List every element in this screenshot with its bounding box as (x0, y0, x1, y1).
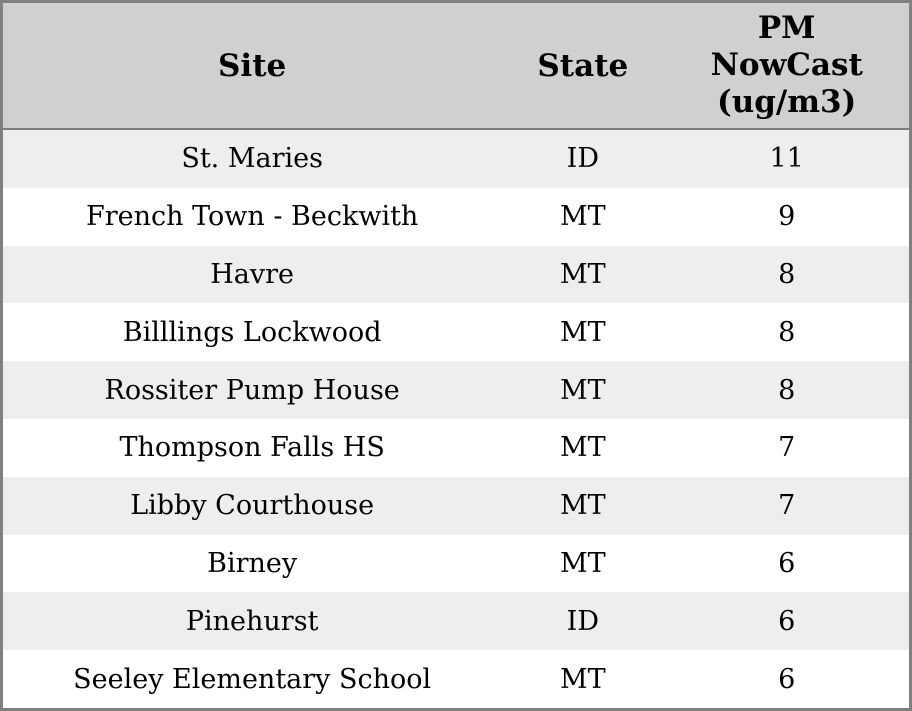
state-cell: MT (560, 432, 606, 464)
site-cell: Havre (210, 258, 295, 290)
site-cell: Seeley Elementary School (73, 663, 432, 695)
pm-nowcast-cell: 9 (778, 201, 796, 233)
table-row (3, 303, 909, 361)
table-row (3, 246, 909, 304)
table-row (3, 650, 909, 708)
pm-header-line-3: (ug/m3) (717, 84, 857, 120)
state-cell: MT (560, 490, 606, 522)
state-cell: MT (560, 547, 606, 579)
table-row (3, 592, 909, 650)
site-cell: Pinehurst (185, 605, 319, 637)
state-cell: ID (566, 143, 599, 175)
site-cell: St. Maries (181, 143, 323, 175)
pm-nowcast-cell: 11 (769, 143, 804, 175)
table-row (3, 419, 909, 477)
site-cell: Billlings Lockwood (122, 316, 382, 348)
table-row (3, 361, 909, 419)
state-cell: ID (566, 605, 599, 637)
table-row (3, 188, 909, 246)
pm-nowcast-cell: 6 (778, 663, 796, 695)
state-cell: MT (560, 663, 606, 695)
table-row (3, 130, 909, 188)
table-header-row (3, 3, 909, 130)
pm-nowcast-cell: 8 (778, 316, 796, 348)
table-body (3, 130, 909, 708)
pm-nowcast-cell: 6 (778, 547, 796, 579)
column-header-state: State (537, 47, 629, 84)
pm-nowcast-cell: 8 (778, 258, 796, 290)
pm-header-line-1: PM (757, 10, 816, 46)
site-cell: Rossiter Pump House (104, 374, 400, 406)
state-cell: MT (560, 201, 606, 233)
pm-header-line-2: NowCast (710, 47, 863, 83)
state-cell: MT (560, 316, 606, 348)
site-cell: Libby Courthouse (130, 490, 375, 522)
site-cell: Thompson Falls HS (119, 432, 385, 464)
state-cell: MT (560, 374, 606, 406)
table-row (3, 535, 909, 593)
table-row (3, 477, 909, 535)
site-cell: French Town - Beckwith (85, 201, 419, 233)
state-cell: MT (560, 258, 606, 290)
pm-nowcast-cell: 6 (778, 605, 796, 637)
column-header-site: Site (218, 47, 287, 84)
site-cell: Birney (207, 547, 298, 579)
pm-nowcast-cell: 8 (778, 374, 796, 406)
pm-nowcast-cell: 7 (778, 490, 796, 522)
column-header-pm-nowcast (664, 3, 909, 128)
pm-nowcast-cell: 7 (778, 432, 796, 464)
